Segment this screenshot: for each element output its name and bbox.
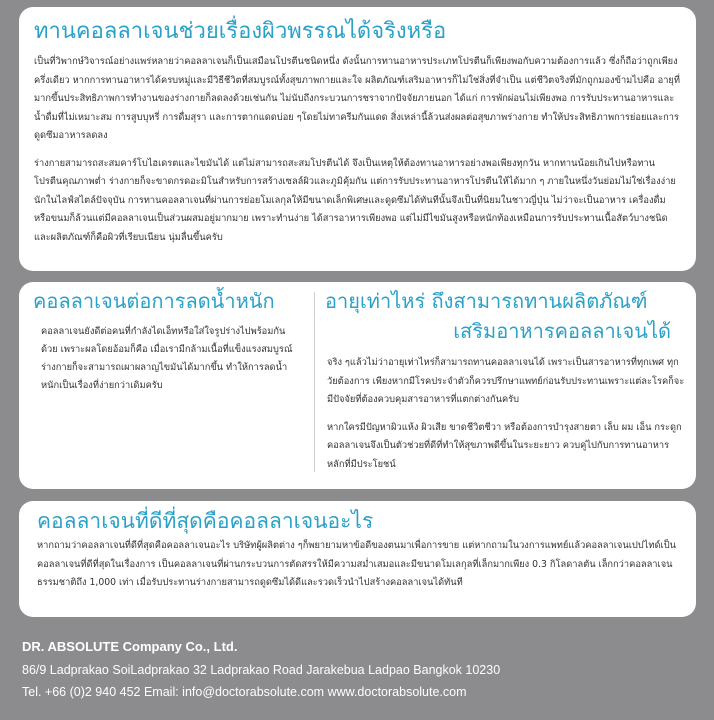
age-paragraph-2: หากใครมีปัญหาผิวแห้ง ผิวเสีย ขาดชีวิตชีวา หรือต้องการบำรุงสายตา เล็บ ผม เอ็น กระดูก คอลลาเจนจึงเป็นตัวช่วยที่ดีที่ทำให้สุขภาพดีขึ้นในระยะยาว ควบคู่ไปกับการทานอาหารหลักที่มีประโยชน์ xyxy=(327,421,682,470)
company-footer xyxy=(22,638,500,703)
company-address: 86/9 Ladprakao SoiLadprakao 32 Ladprakao Road Jarakebua Ladpao Bangkok 10230 xyxy=(22,663,501,677)
skin-paragraph-2: ร่างกายสามารถสะสมคาร์โบไฮเดรตและไขมันได้ แต่ไม่สามารถสะสมโปรตีนได้ จึงเป็นเหตุให้ต้องทานอาหารอย่างพอเพียงทุกวัน หากทานน้อยเกินไปหรือทานโปรตีนคุณภาพต่ำ ร่างกายก็จะขาดกรดอะมิโนสำหรับการสร้างเซลล์ผิวและภูมิคุ้มกัน แต่การรับประทานอาหารโปรตีนให้ได้มาก ๆ ภายในหนึ่งวันย่อมไม่ใช่เรื่องง่ายนักในไลฟ์สไตล์ปัจจุบัน การทานคอลลาเจนที่ผ่านการย่อยโมเลกุลให้มีขนาดเล็กพิเศษและดูดซึมได้ทันทีนั้นจึงเป็นที่นิยมในชาวญี่ปุ่น ไม่ว่าจะเป็นอาหาร เครื่องดื่ม หรือขนมก็ล้วนแต่มีคอลลาเจนเป็นส่วนผสมอยู่มากมาย เพราะทำนง่าย ได้สารอาหารเพียงพอ แต่ไม่มีไขมันสูงหรือหนักท้องเหมือนการรับประทานเนื้อสัตว์บางชนิดและผลิตภัณฑ์ก็คือผิวที่เรียบเนียน นุ่มลื่นขึ้นครับ xyxy=(34,157,676,243)
weight-loss-paragraph: คอลลาเจนยังดีต่อคนที่กำลังไดเอ็ทหรือใส่ใจรูปร่างไปพร้อมกันด้วย เพราะผลโดยอ้อมก็คือ เมื่อเรามีกล้ามเนื้อที่แข็งแรงสมบูรณ์ ร่างกายก็จะสามารถเผาผลาญไขมันได้มากขึ้น ทำให้การลดน้ำหนักเป็นเรื่องที่ง่ายกว่าเดิมครับ xyxy=(41,326,293,391)
section-title-age-line2: เสริมอาหารคอลลาเจนได้ xyxy=(453,319,671,343)
age-column xyxy=(325,286,685,474)
best-collagen-paragraph: หากถามว่าคอลลาเจนที่ดีที่สุดคือคอลลาเจนอะไร บริษัทผู้ผลิตต่าง ๆก็พยายามหาข้อดีของตนมาเพื่อการขาย แต่หากถามในวงการแพทย์แล้วคอลลาเจนเปปไทด์เป็นคอลลาเจนที่ดีที่สุดในเรื่องการ เป็นคอลลาเจนที่ผ่านกระบวนการตัดสรรให้มีความสม่ำเสมอและมีขนาดโมเลกุลที่เล็กมากเพียง 0.3 กิโลดาลตัน เล็กกว่าคอลลาเจนธรรมชาติถึง 1,000 เท่า เมื่อรับประทานร่างกายสามารถดูดซึมได้ดีและรวดเร็วนำไปสร้างคอลลาเจนได้ทันที xyxy=(37,540,676,588)
section-title-weight-loss: คอลลาเจนต่อการลดน้ำหนัก xyxy=(33,289,275,313)
article-card-skin xyxy=(19,7,696,271)
age-paragraph-1: จริง ๆแล้วไม่ว่าอายุเท่าไหร่ก็สามารถทานคอลลาเจนได้ เพราะเป็นสารอาหารที่ทุกเพศ ทุกวัยต้องการ เพียงหากมีโรคประจำตัวก็ควรปรึกษาแพทย์ก่อนรับประทานเพราะแต่ละโรคก็จะมีปัจจัยที่ต้องควบคุมสารอาหารที่แตกต่างกันครับ xyxy=(327,357,685,405)
column-divider xyxy=(314,292,315,472)
article-card-middle xyxy=(19,282,696,489)
article-card-best-collagen xyxy=(19,501,696,617)
weight-loss-column xyxy=(33,286,295,395)
company-name: DR. ABSOLUTE Company Co., Ltd. xyxy=(22,639,238,654)
section-title-skin: ทานคอลลาเจนช่วยเรื่องผิวพรรณได้จริงหรือ xyxy=(34,19,447,44)
company-contact: Tel. +66 (0)2 940 452 Email: info@doctorabsolute.com www.doctorabsolute.com xyxy=(22,685,467,699)
section-title-best-collagen: คอลลาเจนที่ดีที่สุดคือคอลลาเจนอะไร xyxy=(37,509,374,533)
skin-paragraph-1: เป็นที่วิพากษ์วิจารณ์อย่างแพร่หลายว่าคอลลาเจนก็เป็นเสมือนโปรตีนชนิดหนึ่ง ดังนั้นการทานอาหารประเภทโปรตีนก็เพียงพอกับความต้องการแล้ว ซึ่งก็ถือว่าถูกเพียงครึ่งเดียว หากการทานอาหารได้ครบหมู่และมีวิธีชีวิตที่สมบูรณ์ทั้งสุขภาพกายและใจ ผลิตภัณฑ์เสริมอาหารก็ไม่ใช่สิ่งที่จำเป็น แต่ชีวิตจริงที่มักถูกมองข้ามไปคือ อายุที่มากขึ้นประสิทธิภาพการทำงานของร่างกายก็ลดลงด้วยเช่นกัน ไม่นับถึงกระบวนการชราจากปัจจัยภายนอก ได้แก่ การพักผ่อนไม่เพียงพอ การรับประทานอาหารและน้ำดื่มที่ไม่เหมาะสม การสูบบุหรี่ การดื่มสุรา และการตากแดดบ่อย ๆโดยไม่ทาครีมกันแดด สิ่งเหล่านี้ล้วนส่งผลต่อสุขภาพร่างกาย ทำให้ประสิทธิภาพการย่อยและการดูดซึมอาหารลดลง xyxy=(34,56,681,141)
section-title-age-line1: อายุเท่าไหร่ ถึงสามารถทานผลิตภัณฑ์ xyxy=(325,289,648,313)
